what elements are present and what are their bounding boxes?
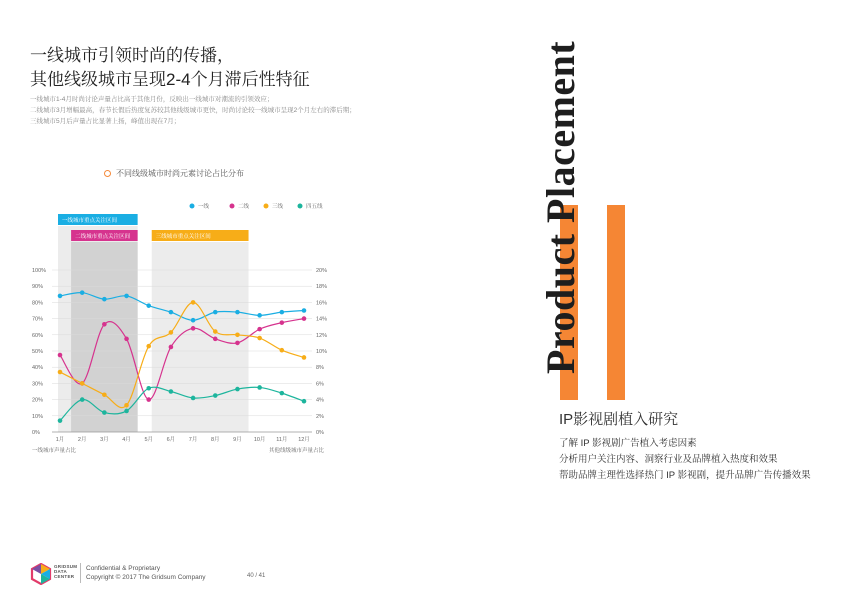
data-point-二线: [235, 341, 240, 346]
y-tick-left: 60%: [32, 332, 44, 339]
y-tick-left: 40%: [32, 365, 44, 372]
y-tick-right: 8%: [316, 365, 324, 372]
y-tick-left: 90%: [32, 284, 44, 291]
data-point-三线: [257, 336, 262, 341]
x-tick: 8月: [210, 437, 220, 443]
data-point-四五线: [235, 387, 240, 392]
accent-bar-right: [607, 205, 625, 400]
legend-label: 三线: [272, 204, 284, 210]
data-point-四五线: [213, 393, 218, 398]
legend-label: 四五线: [306, 204, 323, 210]
y-tick-left: 80%: [32, 300, 44, 307]
x-tick: 12月: [298, 437, 310, 443]
x-tick: 7月: [188, 437, 198, 443]
vertical-title: Product Placement: [538, 40, 583, 374]
y-tick-right: 18%: [316, 284, 328, 291]
highlight-label-tier2: 二线城市重点关注区间: [75, 234, 131, 240]
data-point-四五线: [146, 386, 151, 391]
data-point-一线: [302, 308, 307, 313]
footer-confidential: Confidential & Proprietary: [86, 565, 161, 572]
data-point-四五线: [124, 409, 129, 414]
data-point-二线: [102, 322, 107, 327]
y-tick-right: 4%: [316, 397, 324, 404]
y-tick-left: 20%: [32, 397, 44, 404]
y-tick-left: 10%: [32, 413, 44, 420]
data-point-三线: [235, 333, 240, 338]
legend-marker: [264, 204, 269, 209]
data-point-一线: [102, 297, 107, 302]
data-point-一线: [280, 310, 285, 315]
x-tick: 11月: [276, 437, 288, 443]
data-point-一线: [80, 290, 85, 295]
note-2: 二线城市3月增幅最高，春节长假后热度复苏较其他线级城市更快，时尚讨论较一线城市呈现2个月左右的滞后期；: [30, 107, 356, 114]
data-point-一线: [146, 303, 151, 308]
data-point-四五线: [58, 418, 63, 423]
data-point-三线: [124, 403, 129, 408]
y-tick-left: 100%: [32, 268, 47, 274]
footer-copyright: Copyright © 2017 The Gridsum Company: [86, 574, 206, 581]
y-tick-left: 50%: [32, 349, 44, 355]
y-tick-right: 10%: [316, 349, 328, 355]
y-tick-right: 14%: [316, 316, 328, 323]
x-tick: 6月: [166, 437, 176, 443]
data-point-二线: [302, 316, 307, 321]
bullet-item: 分析用户关注内容、洞察行业及品牌植入热度和效果: [559, 454, 778, 465]
y-tick-left: 30%: [32, 381, 44, 388]
highlight-label-tier3: 三线城市重点关注区间: [155, 234, 211, 240]
data-point-一线: [191, 318, 196, 323]
data-point-二线: [280, 320, 285, 325]
y-tick-right: 16%: [316, 300, 328, 307]
highlight-area-tier3: [152, 242, 249, 432]
y-tick-right: 2%: [316, 413, 324, 420]
chart-title-text: 不同线级城市时尚元素讨论占比分布: [116, 169, 244, 178]
data-point-一线: [58, 294, 63, 299]
data-point-三线: [80, 381, 85, 386]
note-1: 一线城市1-4月时尚讨论声量占比高于其他月份，反映出一线城市对潮流的引领效应；: [30, 96, 274, 103]
section-subtitle: IP影视剧植入研究: [559, 411, 679, 428]
data-point-四五线: [302, 399, 307, 404]
legend-marker: [298, 204, 303, 209]
data-point-三线: [58, 370, 63, 375]
gridsum-logo-icon: [30, 563, 52, 585]
page-title-line1: 一线城市引领时尚的传播，: [30, 46, 234, 65]
page-title-line2: 其他线级城市呈现2-4个月滞后性特征: [30, 70, 310, 89]
data-point-四五线: [80, 397, 85, 402]
legend-marker: [230, 204, 235, 209]
data-point-二线: [257, 327, 262, 332]
data-point-二线: [58, 353, 63, 358]
y-axis-label-right: 其他线级城市声量占比: [268, 448, 324, 454]
data-point-三线: [280, 348, 285, 353]
data-point-四五线: [169, 389, 174, 394]
data-point-四五线: [280, 391, 285, 396]
y-tick-left: 0%: [32, 430, 40, 436]
x-tick: 10月: [253, 437, 266, 443]
footer-divider: [80, 563, 81, 583]
data-point-三线: [146, 344, 151, 349]
page-number: 40 / 41: [247, 573, 266, 579]
highlight-label-tier1: 一线城市重点关注区间: [62, 218, 118, 224]
footer-text: [86, 564, 206, 582]
x-tick: 4月: [122, 437, 131, 443]
data-point-四五线: [191, 396, 196, 401]
data-point-一线: [257, 313, 262, 318]
y-tick-right: 12%: [316, 332, 328, 339]
y-tick-left: 70%: [32, 316, 44, 323]
data-point-一线: [213, 310, 218, 315]
legend-label: 一线: [198, 204, 210, 210]
brand-wordmark: GRIDSUM DATA CENTER: [54, 564, 78, 579]
legend-marker: [190, 204, 195, 209]
note-3: 三线城市5月后声量占比显著上扬，峰值出现在7月；: [30, 118, 181, 125]
bullet-item: 帮助品牌主理性选择热门 IP 影视剧，提升品牌广告传播效果: [559, 470, 811, 481]
data-point-二线: [169, 345, 174, 350]
y-tick-right: 0%: [316, 430, 324, 436]
data-point-二线: [213, 337, 218, 342]
data-point-一线: [235, 310, 240, 315]
y-tick-right: 20%: [316, 268, 328, 274]
data-point-一线: [124, 294, 129, 299]
data-point-三线: [169, 330, 174, 335]
data-point-二线: [191, 326, 196, 331]
data-point-三线: [191, 300, 196, 305]
bullet-list: [559, 436, 811, 484]
data-point-三线: [302, 355, 307, 360]
x-tick: 2月: [77, 437, 87, 443]
x-tick: 1月: [55, 437, 65, 443]
data-point-四五线: [257, 385, 262, 390]
legend-label: 二线: [238, 204, 250, 210]
x-tick: 9月: [233, 437, 242, 443]
y-tick-right: 6%: [316, 381, 324, 388]
x-tick: 5月: [144, 437, 154, 443]
bullet-item: 了解 IP 影视剧广告植入考虑因素: [559, 438, 697, 449]
data-point-四五线: [102, 410, 107, 415]
data-point-三线: [102, 392, 107, 397]
data-point-二线: [146, 397, 151, 402]
data-point-三线: [213, 329, 218, 334]
data-point-二线: [124, 337, 129, 342]
x-tick: 3月: [100, 437, 109, 443]
data-point-一线: [169, 310, 174, 315]
y-axis-label-left: 一线城市声量占比: [32, 448, 77, 454]
